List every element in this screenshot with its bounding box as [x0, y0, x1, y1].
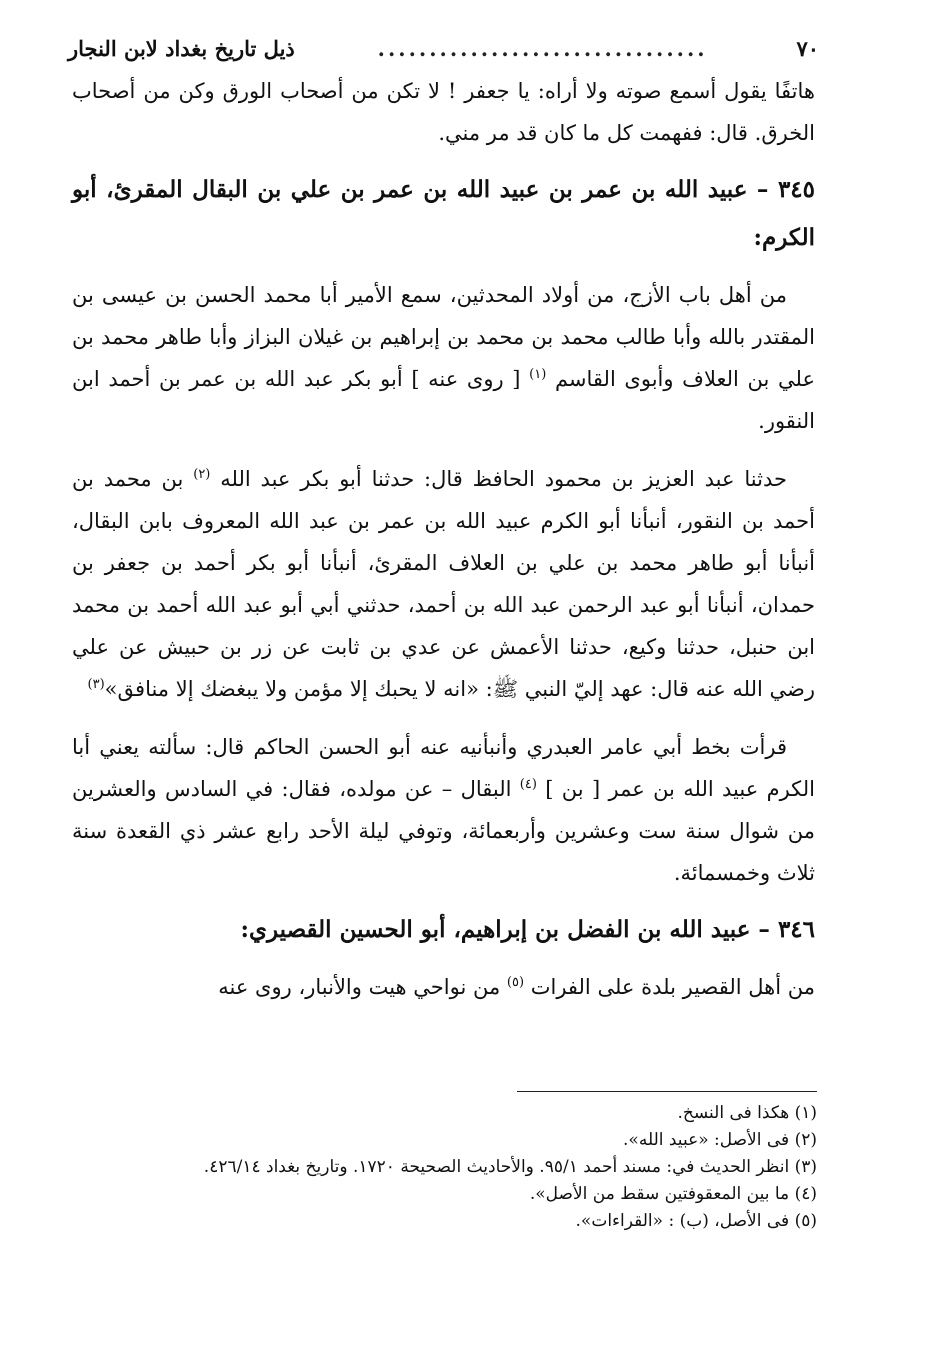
footnotes: [90, 1100, 817, 1235]
text-span: من نواحي هيت والأنبار، روى عنه: [218, 975, 501, 999]
book-title: ذيل تاريخ بغداد لابن النجار: [68, 35, 295, 61]
footnote-ref-1: (١): [529, 367, 547, 382]
main-text: [72, 70, 815, 1008]
text-span: حدثنا عبد العزيز بن محمود الحافظ قال: حدثنا أبو بكر عبد الله: [220, 467, 787, 491]
text-span: قرأت بخط أبي عامر العبدري وأنبأنيه عنه أبو الحسن الحاكم قال: سألته يعني أبا الكرم عبيد الله بن عمر [ بن ]: [72, 735, 815, 801]
page-number: ٧٠: [796, 35, 819, 61]
footnote-ref-5: (٥): [506, 975, 525, 990]
footnote-4: (٤) ما بين المعقوفتين سقط من الأصل».: [529, 1184, 817, 1204]
entry-345-paragraph-1: [72, 274, 815, 442]
footnote-ref-4: (٤): [519, 777, 537, 792]
entry-345-paragraph-3: [72, 726, 815, 894]
text-span: [ روى عنه ] أبو بكر عبد الله بن عمر بن أحمد ابن النقور.: [72, 367, 815, 433]
paragraph-continuation: هاتفًا يقول أسمع صوته ولا أراه: يا جعفر ! لا تكن من أصحاب الورق وكن من أصحاب الخرق. قال: ففهمت كل ما كان قد مر مني.: [72, 79, 815, 145]
text-span: من أهل باب الأزج، من أولاد المحدثين، سمع الأمير أبا محمد الحسن بن عيسى بن المقتدر بالله وأبا طالب محمد بن محمد بن إبراهيم بن غيلان البزاز وأبا طاهر محمد بن علي بن العلاف وأبوى القاسم: [72, 283, 815, 391]
footnote-ref-2: (٢): [193, 467, 211, 482]
entry-346-paragraph-1: [72, 966, 815, 1008]
footnote-2: (٢) فى الأصل: «عبيد الله».: [623, 1130, 817, 1150]
footnote-3: (٣) انظر الحديث في: مسند أحمد ٩٥/١. والأحاديث الصحيحة ١٧٢٠. وتاريخ بغداد ٤٢٦/١٤.: [203, 1157, 817, 1177]
entry-345-heading: ٣٤٥ – عبيد الله بن عمر بن عبيد الله بن عمر بن علي بن البقال المقرئ، أبو الكرم:: [72, 176, 815, 251]
footnote-5: (٥) فى الأصل، (ب) : «القراءات».: [575, 1211, 817, 1231]
header-dot-leader: ................................: [377, 35, 708, 61]
footnote-ref-3: (٣): [87, 677, 105, 692]
entry-346-heading: ٣٤٦ – عبيد الله بن الفضل بن إبراهيم، أبو الحسين القصيري:: [240, 916, 815, 943]
text-span: البقال – عن مولده، فقال: في السادس والعشرين من شوال سنة ست وعشرين وأربعمائة، وتوفي ليلة الأحد رابع عشر ذي القعدة سنة ثلاث وخمسمائة.: [72, 777, 815, 885]
text-span: من أهل القصير بلدة على الفرات: [530, 975, 815, 999]
entry-345-paragraph-2: [72, 458, 815, 710]
footnote-1: (١) هكذا فى النسخ.: [677, 1103, 817, 1123]
footnote-divider: [517, 1091, 817, 1092]
running-header: [68, 28, 819, 68]
text-span: بن محمد بن أحمد بن النقور، أنبأنا أبو الكرم عبيد الله بن عمر بن عبد الله المعروف بابن البقال، أنبأنا أبو طاهر محمد بن علي بن العلاف المقرئ، أنبأنا أبو بكر أحمد بن جعفر بن حمدان، أنبأنا أبو عبد الرحمن عبد الله بن أحمد، حدثني أبي أبو عبد الله أحمد بن محمد ابن حنبل، حدثنا وكيع، حدثنا الأعمش عن عدي بن ثابت عن زر بن حبيش عن علي رضي الله عنه قال: عهد إليّ النبي ﷺ: «انه لا يحبك إلا مؤمن ولا يبغضك إلا منافق»: [72, 467, 815, 701]
